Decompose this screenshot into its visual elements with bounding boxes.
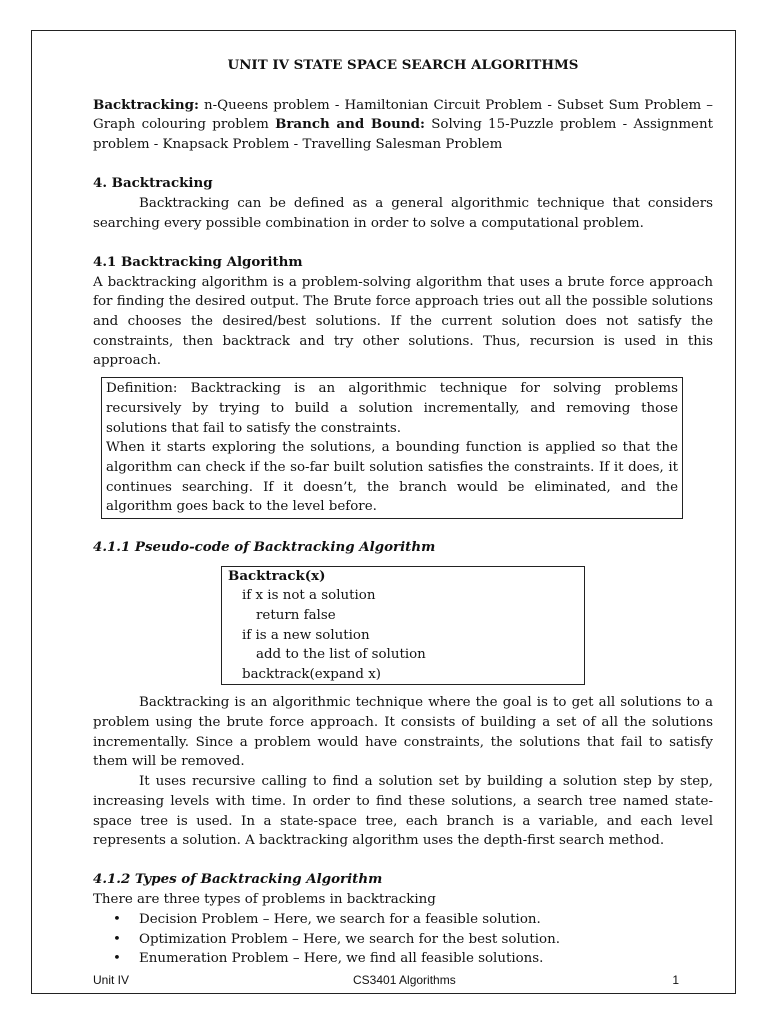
code-line-1: Backtrack(x) xyxy=(228,567,326,584)
section-4-1-paragraph: A backtracking algorithm is a problem-solving algorithm that uses a brute force approach for finding the desired output. The Brute force approach tries out all the possible solutions and chooses the desired/best solutions. If the current solution does not satisfy the constraints, then backtrack and try other solutions. Thus, recursion is used in this approach. xyxy=(93,274,713,369)
backtracking-label: Backtracking: xyxy=(93,96,199,113)
section-4-1-1-heading: 4.1.1 Pseudo-code of Backtracking Algorithm xyxy=(93,539,436,556)
list-item: • Enumeration Problem – Here, we find all feasible solutions. xyxy=(93,949,713,969)
branch-bound-topics: Solving 15-Puzzle problem - Assignment problem - Knapsack Problem - Travelling Salesman Problem xyxy=(93,117,713,153)
bullet-icon: • xyxy=(113,911,121,927)
code-line-5: add to the list of solution xyxy=(256,647,426,663)
page-title: UNIT IV STATE SPACE SEARCH ALGORITHMS xyxy=(227,57,579,73)
section-4-1-1-paragraph-1: Backtracking is an algorithmic technique where the goal is to get all solutions to a problem using the brute force approach. It consists of building a set of all the solutions incrementally. Since a problem would have constraints, the solutions that fail to satisfy them will be removed. xyxy=(93,695,713,770)
branch-bound-label: Branch and Bound: xyxy=(275,116,425,133)
code-line-2: if x is not a solution xyxy=(242,588,376,604)
code-line-6: backtrack(expand x) xyxy=(242,666,382,682)
backtracking-topics: n-Queens problem - Hamiltonian Circuit Problem - Subset Sum Problem – Graph colouring problem xyxy=(93,97,713,133)
bullet-icon: • xyxy=(113,931,121,947)
section-4-1-heading: 4.1 Backtracking Algorithm xyxy=(93,253,303,270)
definition-paragraph-2: When it starts exploring the solutions, a bounding function is applied so that the algorithm can check if the so-far built solution satisfies the constraints. If it does, it continues searching. If it doesn’t, the branch would be eliminated, and the algorithm goes back to the level before. xyxy=(106,440,678,515)
list-item: • Decision Problem – Here, we search for a feasible solution. xyxy=(93,910,713,930)
footer-unit: Unit IV xyxy=(93,973,130,987)
section-4-1-1-paragraph-2: It uses recursive calling to find a solution set by building a solution step by step, increasing levels with time. In order to find these solutions, a search tree named state-space tree is used. In a state-space tree, each branch is a variable, and each level represents a solution. A backtracking algorithm uses the depth-first search method. xyxy=(93,774,713,849)
code-line-3: return false xyxy=(256,607,336,623)
list-item: • Optimization Problem – Here, we search for the best solution. xyxy=(93,930,713,950)
definition-box xyxy=(101,377,683,519)
document-body xyxy=(93,56,713,969)
page-footer xyxy=(93,973,685,989)
definition-paragraph-1: Definition: Backtracking is an algorithmic technique for solving problems recursively by trying to build a solution incrementally, and removing those solutions that fail to satisfy the constraints. xyxy=(106,381,678,436)
bullet-icon: • xyxy=(113,951,121,967)
problem-types-list xyxy=(93,910,713,969)
footer-course: CS3401 Algorithms xyxy=(353,973,456,987)
section-4-1-2-heading: 4.1.2 Types of Backtracking Algorithm xyxy=(93,871,383,888)
section-4-heading: 4. Backtracking xyxy=(93,175,213,192)
code-line-4: if is a new solution xyxy=(242,627,370,643)
intro-paragraph xyxy=(93,96,713,155)
section-4-paragraph: Backtracking can be defined as a general algorithmic technique that considers searching every possible combination in order to solve a computational problem. xyxy=(93,196,713,231)
pseudo-code-box xyxy=(221,566,585,686)
section-4-1-2-intro: There are three types of problems in backtracking xyxy=(93,892,436,908)
footer-page-number: 1 xyxy=(672,973,679,987)
